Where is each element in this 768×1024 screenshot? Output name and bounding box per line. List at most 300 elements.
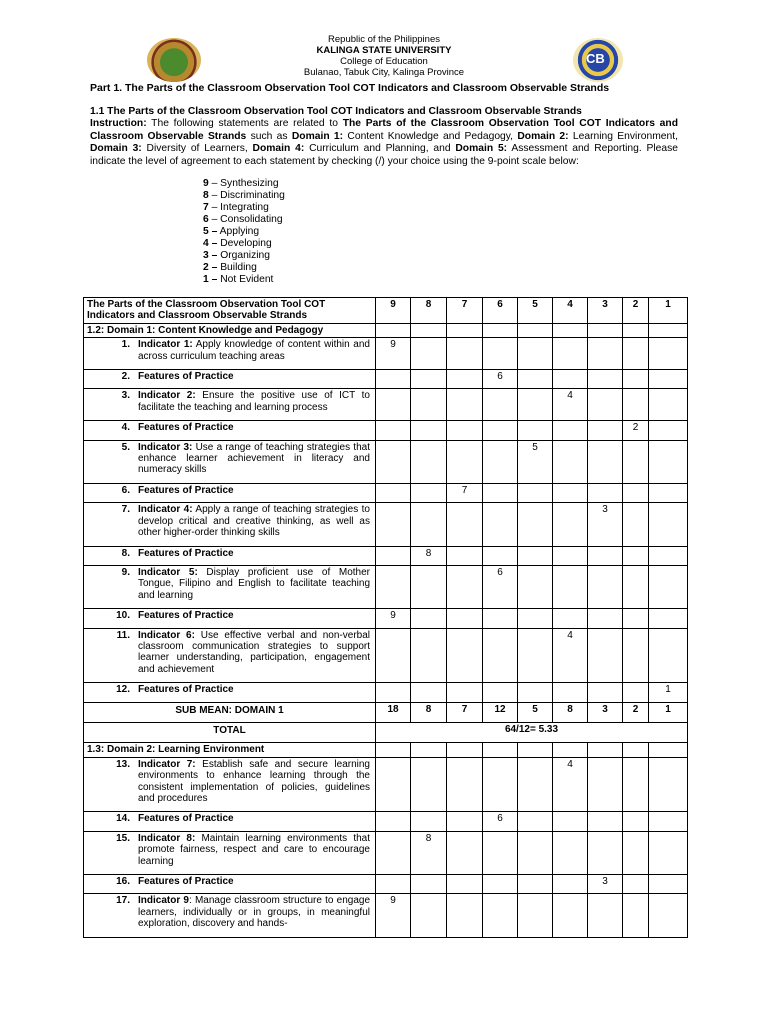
scale-label: Developing [217, 238, 272, 249]
submean-value: 5 [518, 702, 553, 722]
rating-cell[interactable] [483, 757, 518, 812]
item-text [138, 813, 372, 824]
item-description: Use effective verbal and non-verbal classroom communication strategies to support learner understanding, participation, engagement and achievement [138, 629, 370, 675]
table-row [84, 503, 688, 546]
rating-cell[interactable]: 4 [553, 389, 588, 421]
rating-cell[interactable] [518, 565, 553, 608]
rating-cell[interactable] [649, 812, 688, 831]
rating-cell[interactable] [518, 503, 553, 546]
rating-cell[interactable] [588, 757, 623, 812]
item-number: 1. [121, 339, 130, 351]
item-label: Indicator 4: [138, 504, 193, 516]
domain1-label: Domain 1: [291, 130, 344, 142]
rating-cell[interactable] [649, 503, 688, 546]
rating-cell[interactable] [447, 338, 483, 370]
rating-cell[interactable] [447, 894, 483, 937]
item-number: 9. [121, 566, 130, 578]
rating-cell[interactable] [411, 440, 447, 483]
rating-cell[interactable] [483, 421, 518, 440]
rating-cell[interactable] [411, 683, 447, 702]
rating-cell[interactable] [518, 683, 553, 702]
rating-cell[interactable] [447, 370, 483, 389]
rating-cell[interactable] [411, 628, 447, 683]
submean-value: 3 [588, 702, 623, 722]
rating-cell[interactable] [649, 831, 688, 874]
item-number: 3. [121, 390, 130, 402]
domain1-title-row-label: 1.2: Domain 1: Content Knowledge and Pedagogy [84, 323, 376, 337]
rating-cell[interactable] [376, 503, 411, 546]
rating-cell[interactable] [376, 370, 411, 389]
rating-cell[interactable] [447, 831, 483, 874]
rating-cell[interactable] [376, 757, 411, 812]
rating-cell[interactable] [588, 609, 623, 628]
domain2-label: Domain 2: [517, 130, 569, 142]
rating-cell[interactable] [483, 483, 518, 502]
item-number: 17. [116, 895, 130, 907]
scale-label: – Consolidating [208, 214, 283, 225]
rating-cell[interactable] [623, 389, 649, 421]
item-cell [84, 812, 376, 831]
scale-number: 5 – [203, 226, 218, 237]
rating-cell[interactable] [553, 323, 588, 337]
item-label: Indicator 6: [138, 629, 195, 641]
rating-cell[interactable] [483, 338, 518, 370]
rating-cell[interactable]: 6 [483, 812, 518, 831]
rating-cell[interactable] [649, 338, 688, 370]
item-cell [84, 503, 376, 546]
rating-cell[interactable] [553, 831, 588, 874]
rating-cell[interactable] [447, 421, 483, 440]
rating-cell[interactable] [518, 875, 553, 894]
rating-cell[interactable]: 3 [588, 503, 623, 546]
rating-cell[interactable] [483, 683, 518, 702]
rating-cell[interactable] [588, 812, 623, 831]
rating-cell[interactable]: 6 [483, 370, 518, 389]
rating-cell[interactable] [483, 389, 518, 421]
rating-cell[interactable] [518, 546, 553, 565]
item-label: Features of Practice [138, 876, 234, 888]
scale-item [203, 190, 285, 202]
rating-cell[interactable] [376, 546, 411, 565]
rating-cell[interactable] [623, 323, 649, 337]
table-row [84, 831, 688, 874]
rating-cell[interactable] [588, 338, 623, 370]
rating-cell[interactable] [376, 483, 411, 502]
rating-cell[interactable] [588, 370, 623, 389]
item-number: 15. [116, 832, 130, 844]
rating-cell[interactable] [623, 894, 649, 937]
rating-cell[interactable] [411, 894, 447, 937]
rating-cell[interactable] [376, 628, 411, 683]
table-row [84, 338, 688, 370]
rating-cell[interactable]: 9 [376, 338, 411, 370]
instruction-label: Instruction: [90, 118, 147, 130]
rating-cell[interactable] [411, 421, 447, 440]
domain2-text: Learning Environment, [568, 130, 678, 142]
rating-cell[interactable] [623, 338, 649, 370]
domain1-title-row [84, 323, 688, 337]
document-header [0, 34, 768, 78]
rating-cell[interactable] [411, 483, 447, 502]
item-text [138, 371, 372, 382]
rating-cell[interactable] [411, 323, 447, 337]
item-number: 12. [116, 684, 130, 696]
rating-cell[interactable] [447, 683, 483, 702]
rating-cell[interactable] [483, 440, 518, 483]
item-label: Indicator 9 [138, 895, 189, 907]
rating-cell[interactable] [483, 609, 518, 628]
rating-cell[interactable] [518, 831, 553, 874]
domain5-text: Assessment and Reporting. Please indicate the level of agreement to each statement by checking (/) your choice using the 9-point scale below: [90, 143, 679, 167]
scale-column-header: 9 [376, 298, 411, 324]
table-row [84, 812, 688, 831]
rating-cell[interactable] [553, 546, 588, 565]
scale-item [203, 274, 285, 286]
rating-cell[interactable]: 7 [447, 483, 483, 502]
rating-cell[interactable] [518, 370, 553, 389]
rating-cell[interactable] [376, 323, 411, 337]
table-row [84, 370, 688, 389]
rating-cell[interactable] [376, 812, 411, 831]
item-text [138, 630, 372, 676]
rating-cell[interactable] [376, 831, 411, 874]
scale-number: 9 [203, 178, 209, 189]
item-description: Apply knowledge of content within and across curriculum teaching areas [138, 339, 370, 362]
rating-cell[interactable] [447, 323, 483, 337]
scale-number: 7 [203, 202, 209, 213]
rating-cell[interactable]: 3 [588, 875, 623, 894]
rating-cell[interactable]: 8 [411, 546, 447, 565]
rating-cell[interactable] [411, 503, 447, 546]
part-title: Part 1. The Parts of the Classroom Observation Tool COT Indicators and Classroom Observable Strands [90, 82, 610, 94]
scale-number: 1 – [203, 274, 218, 285]
rating-cell[interactable] [553, 503, 588, 546]
table-row [84, 389, 688, 421]
total-value: 64/12= 5.33 [376, 722, 688, 742]
rating-cell[interactable] [588, 743, 623, 757]
rating-cell[interactable] [588, 421, 623, 440]
scale-number: 3 – [203, 250, 218, 261]
rating-cell[interactable] [518, 743, 553, 757]
rating-cell[interactable] [411, 757, 447, 812]
item-cell [84, 875, 376, 894]
item-number: 2. [121, 371, 130, 383]
table-row [84, 875, 688, 894]
item-text [138, 504, 372, 538]
scale-item [203, 226, 285, 238]
rating-cell[interactable] [518, 338, 553, 370]
domain5-label: Domain 5: [455, 143, 508, 155]
rating-cell[interactable] [518, 894, 553, 937]
item-label: Indicator 7: [138, 758, 196, 770]
rating-cell[interactable] [483, 743, 518, 757]
rating-cell[interactable] [447, 812, 483, 831]
rating-cell[interactable] [649, 370, 688, 389]
item-number: 10. [116, 610, 130, 622]
rating-cell[interactable] [376, 421, 411, 440]
rating-cell[interactable] [588, 389, 623, 421]
item-cell [84, 683, 376, 702]
rating-cell[interactable]: 2 [623, 421, 649, 440]
rating-cell[interactable] [483, 628, 518, 683]
item-description: Use a range of teaching strategies that enhance learner achievement in literacy and numeracy skills [138, 441, 370, 476]
table-row [84, 609, 688, 628]
rating-cell[interactable] [447, 757, 483, 812]
scale-number: 2 – [203, 262, 218, 273]
rating-cell[interactable] [623, 370, 649, 389]
domain3-label: Domain 3: [90, 143, 142, 155]
rating-cell[interactable] [649, 894, 688, 937]
rating-cell[interactable] [447, 743, 483, 757]
rating-cell[interactable] [553, 483, 588, 502]
item-text [138, 759, 372, 805]
rating-cell[interactable] [483, 875, 518, 894]
submean-value: 1 [649, 702, 688, 722]
item-label: Features of Practice [138, 422, 234, 434]
rating-cell[interactable] [553, 565, 588, 608]
rating-cell[interactable] [553, 338, 588, 370]
rating-cell[interactable] [376, 565, 411, 608]
item-text [138, 442, 372, 476]
rating-cell[interactable] [649, 565, 688, 608]
submean-value: 7 [447, 702, 483, 722]
rating-cell[interactable] [623, 757, 649, 812]
rating-cell[interactable]: 9 [376, 609, 411, 628]
item-cell [84, 565, 376, 608]
rating-cell[interactable] [376, 683, 411, 702]
item-number: 16. [116, 876, 130, 888]
domain2-title-row-label: 1.3: Domain 2: Learning Environment [84, 743, 376, 757]
rating-cell[interactable] [411, 743, 447, 757]
rating-cell[interactable] [649, 875, 688, 894]
item-label: Indicator 8: [138, 832, 196, 844]
rating-cell[interactable] [623, 546, 649, 565]
rating-cell[interactable] [411, 389, 447, 421]
rating-cell[interactable] [588, 683, 623, 702]
item-cell [84, 483, 376, 502]
rating-cell[interactable] [411, 565, 447, 608]
table-row [84, 757, 688, 812]
rating-cell[interactable]: 4 [553, 757, 588, 812]
rating-cell[interactable] [518, 609, 553, 628]
item-cell [84, 338, 376, 370]
rating-cell[interactable] [483, 323, 518, 337]
item-description: Apply a range of teaching strategies to develop critical and creative thinking, as well as other higher-order thinking skills [138, 504, 370, 539]
scale-number: 8 [203, 190, 209, 201]
university-name: KALINGA STATE UNIVERSITY [316, 45, 452, 56]
table-row [84, 894, 688, 937]
rating-cell[interactable] [588, 628, 623, 683]
scale-column-header: 2 [623, 298, 649, 324]
rating-cell[interactable] [447, 440, 483, 483]
item-description: : Manage classroom structure to engage learners, individually or in groups, in meaningful exploration, discovery and hands- [138, 895, 370, 930]
rating-cell[interactable] [588, 894, 623, 937]
item-cell [84, 546, 376, 565]
item-text [138, 876, 372, 887]
rating-cell[interactable] [553, 812, 588, 831]
rating-cell[interactable] [518, 483, 553, 502]
scale-column-header: 6 [483, 298, 518, 324]
rating-cell[interactable] [483, 546, 518, 565]
item-number: 11. [116, 629, 130, 641]
item-description: Establish safe and secure learning environments to enhance learning through the consistent implementation of policies, guidelines and procedures [138, 758, 370, 804]
item-number: 8. [121, 547, 130, 559]
rating-cell[interactable] [588, 831, 623, 874]
rating-cell[interactable]: 5 [518, 440, 553, 483]
rating-cell[interactable] [518, 421, 553, 440]
item-number: 5. [121, 441, 130, 453]
address-line: Bulanao, Tabuk City, Kalinga Province [303, 67, 465, 78]
table-row [84, 483, 688, 502]
rating-cell[interactable] [649, 546, 688, 565]
rating-cell[interactable] [518, 757, 553, 812]
rating-cell[interactable] [518, 628, 553, 683]
table-header-label: The Parts of the Classroom Observation Tool COT Indicators and Classroom Observable Strands [84, 298, 376, 324]
rating-cell[interactable]: 6 [483, 565, 518, 608]
rating-cell[interactable] [411, 370, 447, 389]
item-label: Features of Practice [138, 813, 234, 825]
rating-cell[interactable] [623, 831, 649, 874]
scale-item [203, 178, 285, 190]
scale-item [203, 202, 285, 214]
scale-column-header: 7 [447, 298, 483, 324]
rating-cell[interactable] [483, 894, 518, 937]
rating-cell[interactable] [553, 421, 588, 440]
table-header-row [84, 298, 688, 324]
item-description: Ensure the positive use of ICT to facilitate the teaching and learning process [138, 390, 370, 413]
item-label: Indicator 3: [138, 441, 193, 453]
rating-cell[interactable] [518, 323, 553, 337]
republic-line: Republic of the Philippines [328, 34, 440, 45]
item-text [138, 548, 372, 559]
scale-label: Not Evident [217, 274, 274, 285]
rating-cell[interactable] [553, 370, 588, 389]
rating-cell[interactable] [376, 440, 411, 483]
rating-cell[interactable] [518, 812, 553, 831]
item-cell [84, 389, 376, 421]
scale-column-header: 8 [411, 298, 447, 324]
item-text [138, 485, 372, 496]
rating-cell[interactable] [376, 875, 411, 894]
rating-cell[interactable] [447, 389, 483, 421]
rating-cell[interactable] [447, 609, 483, 628]
rating-cell[interactable] [623, 683, 649, 702]
rating-cell[interactable] [623, 565, 649, 608]
rating-cell[interactable] [553, 609, 588, 628]
rating-cell[interactable] [623, 628, 649, 683]
item-label: Indicator 2: [138, 390, 196, 402]
item-number: 14. [116, 813, 130, 825]
scale-label: Organizing [217, 250, 270, 261]
scale-column-header: 3 [588, 298, 623, 324]
item-label: Features of Practice [138, 610, 234, 622]
rating-cell[interactable] [588, 440, 623, 483]
table-row [84, 628, 688, 683]
rating-cell[interactable] [623, 609, 649, 628]
domain1-text: Content Knowledge and Pedagogy, [343, 130, 518, 142]
rating-cell[interactable] [588, 565, 623, 608]
item-cell [84, 831, 376, 874]
rating-cell[interactable] [623, 743, 649, 757]
rating-cell[interactable] [649, 628, 688, 683]
rating-cell[interactable] [623, 812, 649, 831]
rating-cell[interactable] [649, 323, 688, 337]
rating-cell[interactable] [553, 894, 588, 937]
rating-cell[interactable] [623, 440, 649, 483]
item-cell [84, 894, 376, 937]
rating-cell[interactable] [649, 389, 688, 421]
rating-cell[interactable] [623, 503, 649, 546]
submean-value: 8 [411, 702, 447, 722]
rating-cell[interactable] [649, 483, 688, 502]
rating-cell[interactable] [649, 421, 688, 440]
rating-cell[interactable] [588, 546, 623, 565]
rating-cell[interactable] [553, 440, 588, 483]
rating-cell[interactable] [553, 875, 588, 894]
table-row [84, 546, 688, 565]
rating-cell[interactable] [411, 875, 447, 894]
rating-cell[interactable] [411, 812, 447, 831]
rating-cell[interactable] [447, 565, 483, 608]
rating-cell[interactable]: 8 [411, 831, 447, 874]
rating-cell[interactable] [483, 503, 518, 546]
rating-cell[interactable] [553, 743, 588, 757]
section-title: 1.1 The Parts of the Classroom Observation Tool COT Indicators and Classroom Observable Strands [90, 106, 582, 117]
rating-cell[interactable] [649, 440, 688, 483]
item-label: Features of Practice [138, 484, 234, 496]
scale-number: 4 – [203, 238, 218, 249]
rating-cell[interactable] [447, 546, 483, 565]
college-name: College of Education [340, 56, 428, 67]
table-row [84, 440, 688, 483]
rating-cell[interactable] [376, 389, 411, 421]
rating-cell[interactable] [411, 609, 447, 628]
rating-cell[interactable] [623, 483, 649, 502]
scale-label: – Integrating [208, 202, 269, 213]
scale-column-header: 4 [553, 298, 588, 324]
item-label: Features of Practice [138, 547, 234, 559]
rating-cell[interactable] [518, 389, 553, 421]
scale-column-header: 5 [518, 298, 553, 324]
rating-cell[interactable] [376, 743, 411, 757]
item-cell [84, 757, 376, 812]
domain4-text: Curriculum and Planning, and [304, 143, 456, 155]
rating-cell[interactable] [649, 757, 688, 812]
rating-cell[interactable] [447, 875, 483, 894]
rating-cell[interactable] [411, 338, 447, 370]
scale-column-header: 1 [649, 298, 688, 324]
rating-cell[interactable] [447, 628, 483, 683]
rating-cell[interactable]: 4 [553, 628, 588, 683]
submean-value: 2 [623, 702, 649, 722]
item-cell [84, 628, 376, 683]
rating-cell[interactable] [483, 831, 518, 874]
item-text [138, 610, 372, 621]
rating-cell[interactable] [553, 683, 588, 702]
rating-cell[interactable] [649, 609, 688, 628]
item-cell [84, 609, 376, 628]
rating-cell[interactable] [588, 323, 623, 337]
rating-cell[interactable] [649, 743, 688, 757]
rating-cell[interactable] [447, 503, 483, 546]
rating-cell[interactable]: 1 [649, 683, 688, 702]
rating-cell[interactable]: 9 [376, 894, 411, 937]
item-cell [84, 370, 376, 389]
total-label: TOTAL [84, 722, 376, 742]
rating-cell[interactable] [588, 483, 623, 502]
submean-row [84, 702, 688, 722]
rating-cell[interactable] [623, 875, 649, 894]
